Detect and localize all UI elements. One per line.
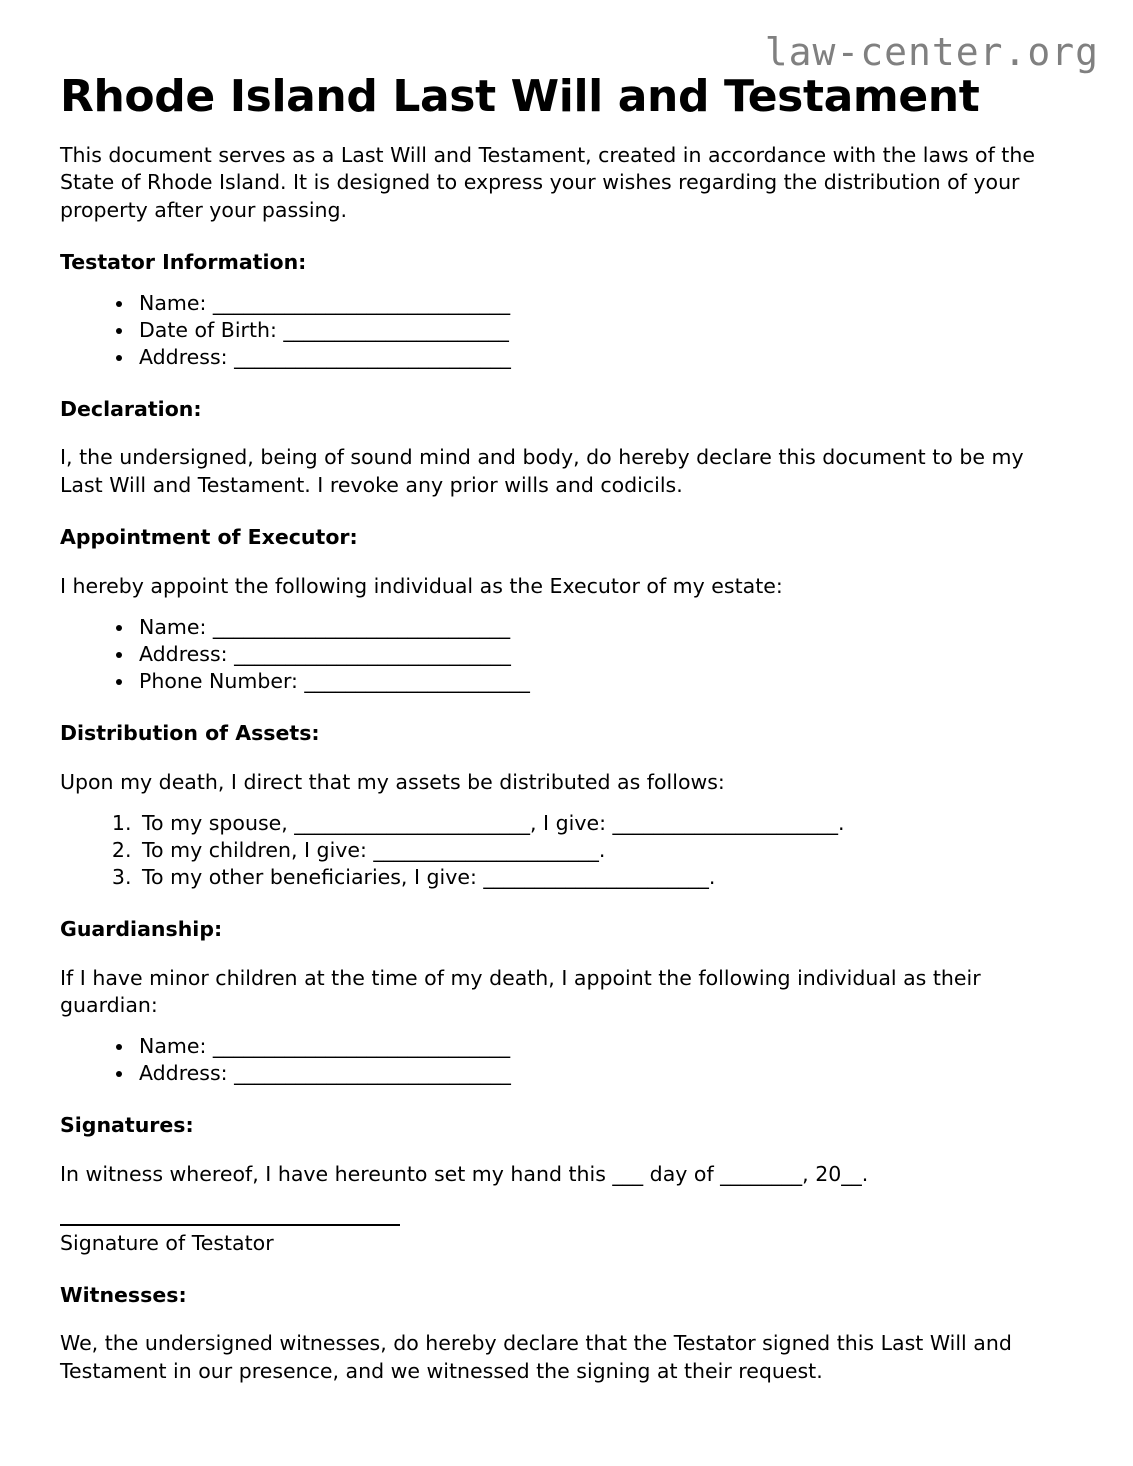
list-item: • Phone Number: ______________________ bbox=[135, 668, 1073, 695]
list-item: • Name: _____________________________ bbox=[135, 614, 1073, 641]
list-item: 2. To my children, I give: ______________________. bbox=[138, 837, 1073, 864]
section-heading-witnesses: Witnesses: bbox=[60, 1282, 187, 1307]
signatures-paragraph: In witness whereof, I have hereunto set my hand this ___ day of ________, 20__. bbox=[60, 1161, 869, 1186]
distribution-of-assets-list bbox=[60, 796, 1073, 891]
section-heading-appointment-of-executor: Appointment of Executor: bbox=[60, 524, 358, 549]
section-heading-distribution-of-assets: Distribution of Assets: bbox=[60, 720, 320, 745]
witnesses-paragraph: We, the undersigned witnesses, do hereby declare that the Testator signed this Last Will and Testament in our presence, and we witnessed the signing at their request. bbox=[60, 1331, 1012, 1383]
section-heading-testator-information: Testator Information: bbox=[60, 249, 307, 274]
executor-information-list bbox=[60, 600, 1073, 695]
intro-paragraph: This document serves as a Last Will and Testament, created in accordance with the laws of the State of Rhode Island. It is designed to express your wishes regarding the distribution of your property after your passing. bbox=[60, 143, 1035, 222]
list-item: • Name: _____________________________ bbox=[135, 1033, 1073, 1060]
declaration-paragraph: I, the undersigned, being of sound mind and body, do hereby declare this document to be my Last Will and Testament. I revoke any prior wills and codicils. bbox=[60, 445, 1024, 497]
section-heading-declaration: Declaration: bbox=[60, 396, 202, 421]
section-heading-signatures: Signatures: bbox=[60, 1113, 194, 1138]
section-heading-guardianship: Guardianship: bbox=[60, 916, 223, 941]
guardianship-information-list bbox=[60, 1019, 1073, 1087]
list-item: • Address: ___________________________ bbox=[135, 344, 1073, 371]
signature-label: Signature of Testator bbox=[60, 1231, 274, 1256]
list-item: • Name: _____________________________ bbox=[135, 290, 1073, 317]
list-item: • Address: ___________________________ bbox=[135, 641, 1073, 668]
distribution-paragraph: Upon my death, I direct that my assets be distributed as follows: bbox=[60, 769, 725, 794]
list-item: 1. To my spouse, _______________________, I give: ______________________. bbox=[138, 810, 1073, 837]
signature-block bbox=[60, 1188, 1073, 1257]
page-title: Rhode Island Last Will and Testament bbox=[60, 71, 980, 122]
list-item: • Address: ___________________________ bbox=[135, 1060, 1073, 1087]
list-item: 3. To my other beneficiaries, I give: ______________________. bbox=[138, 864, 1073, 891]
site-watermark: law-center.org bbox=[764, 30, 1099, 74]
guardianship-paragraph: If I have minor children at the time of my death, I appoint the following individual as their guardian: bbox=[60, 965, 981, 1017]
executor-paragraph: I hereby appoint the following individual as the Executor of my estate: bbox=[60, 573, 783, 598]
list-item: • Date of Birth: ______________________ bbox=[135, 317, 1073, 344]
testator-information-list bbox=[60, 276, 1073, 371]
